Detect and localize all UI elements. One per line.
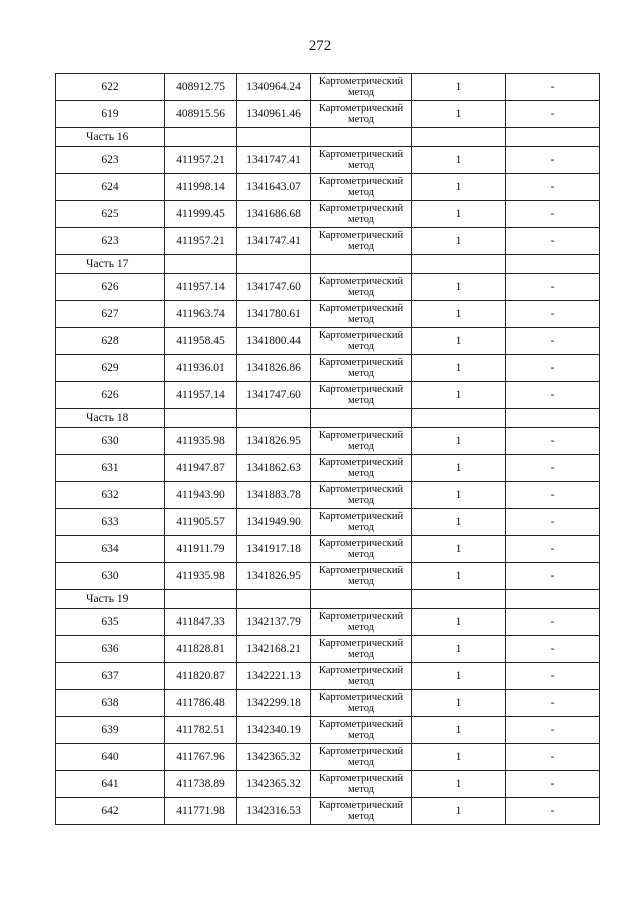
- note-cell: -: [506, 147, 600, 174]
- method-cell: [311, 147, 412, 174]
- part-label: Часть 18: [56, 409, 165, 428]
- table-row: [56, 328, 600, 355]
- y-coordinate-cell: 1342316.53: [237, 798, 311, 825]
- point-id-cell: 632: [56, 482, 165, 509]
- note-cell: -: [506, 509, 600, 536]
- note-cell: -: [506, 663, 600, 690]
- y-coordinate-cell: 1342365.32: [237, 744, 311, 771]
- table-row: [56, 201, 600, 228]
- x-coordinate-cell: 411820.87: [165, 663, 237, 690]
- method-text: метод: [347, 522, 375, 533]
- empty-cell: [311, 128, 412, 147]
- empty-cell: [237, 590, 311, 609]
- method-text: Картометрический: [318, 638, 404, 649]
- accuracy-cell: 1: [412, 509, 506, 536]
- x-coordinate-cell: 411943.90: [165, 482, 237, 509]
- method-text: Картометрический: [318, 719, 404, 730]
- y-coordinate-cell: 1341747.41: [237, 147, 311, 174]
- method-text: метод: [347, 757, 375, 768]
- accuracy-cell: 1: [412, 174, 506, 201]
- x-coordinate-cell: 411998.14: [165, 174, 237, 201]
- point-id-cell: 642: [56, 798, 165, 825]
- method-text: Картометрический: [318, 103, 404, 114]
- y-coordinate-cell: 1342168.21: [237, 636, 311, 663]
- point-id-cell: 623: [56, 147, 165, 174]
- note-cell: -: [506, 274, 600, 301]
- method-text: метод: [347, 703, 375, 714]
- method-cell: [311, 228, 412, 255]
- method-cell: [311, 609, 412, 636]
- point-id-cell: 630: [56, 563, 165, 590]
- x-coordinate-cell: 411738.89: [165, 771, 237, 798]
- table-row: [56, 609, 600, 636]
- method-cell: [311, 74, 412, 101]
- method-cell: [311, 744, 412, 771]
- point-id-cell: 626: [56, 274, 165, 301]
- part-label: Часть 17: [56, 255, 165, 274]
- part-header-row: [56, 255, 600, 274]
- part-header-row: [56, 128, 600, 147]
- method-text: метод: [347, 368, 375, 379]
- method-text: метод: [347, 730, 375, 741]
- note-cell: -: [506, 355, 600, 382]
- method-text: Картометрический: [318, 511, 404, 522]
- method-cell: [311, 563, 412, 590]
- accuracy-cell: 1: [412, 455, 506, 482]
- x-coordinate-cell: 408912.75: [165, 74, 237, 101]
- method-text: Картометрический: [318, 149, 404, 160]
- y-coordinate-cell: 1341883.78: [237, 482, 311, 509]
- point-id-cell: 637: [56, 663, 165, 690]
- part-header-row: [56, 590, 600, 609]
- method-text: Картометрический: [318, 665, 404, 676]
- accuracy-cell: 1: [412, 74, 506, 101]
- empty-cell: [165, 409, 237, 428]
- method-text: Картометрический: [318, 203, 404, 214]
- x-coordinate-cell: 411782.51: [165, 717, 237, 744]
- method-text: Картометрический: [318, 538, 404, 549]
- accuracy-cell: 1: [412, 690, 506, 717]
- note-cell: -: [506, 717, 600, 744]
- table-row: [56, 228, 600, 255]
- accuracy-cell: 1: [412, 536, 506, 563]
- table-row: [56, 147, 600, 174]
- y-coordinate-cell: 1340964.24: [237, 74, 311, 101]
- y-coordinate-cell: 1341917.18: [237, 536, 311, 563]
- method-text: Картометрический: [318, 303, 404, 314]
- x-coordinate-cell: 411847.33: [165, 609, 237, 636]
- method-text: Картометрический: [318, 230, 404, 241]
- note-cell: -: [506, 482, 600, 509]
- x-coordinate-cell: 411936.01: [165, 355, 237, 382]
- accuracy-cell: 1: [412, 563, 506, 590]
- method-text: метод: [347, 811, 375, 822]
- point-id-cell: 624: [56, 174, 165, 201]
- part-header-row: [56, 409, 600, 428]
- method-cell: [311, 382, 412, 409]
- table-row: [56, 663, 600, 690]
- method-text: Картометрический: [318, 176, 404, 187]
- empty-cell: [311, 590, 412, 609]
- table-row: [56, 690, 600, 717]
- point-id-cell: 640: [56, 744, 165, 771]
- y-coordinate-cell: 1341800.44: [237, 328, 311, 355]
- empty-cell: [506, 128, 600, 147]
- accuracy-cell: 1: [412, 101, 506, 128]
- point-id-cell: 631: [56, 455, 165, 482]
- accuracy-cell: 1: [412, 355, 506, 382]
- empty-cell: [506, 590, 600, 609]
- point-id-cell: 633: [56, 509, 165, 536]
- method-cell: [311, 536, 412, 563]
- point-id-cell: 638: [56, 690, 165, 717]
- y-coordinate-cell: 1340961.46: [237, 101, 311, 128]
- accuracy-cell: 1: [412, 382, 506, 409]
- accuracy-cell: 1: [412, 274, 506, 301]
- point-id-cell: 619: [56, 101, 165, 128]
- x-coordinate-cell: 408915.56: [165, 101, 237, 128]
- method-text: Картометрический: [318, 357, 404, 368]
- accuracy-cell: 1: [412, 771, 506, 798]
- y-coordinate-cell: 1341862.63: [237, 455, 311, 482]
- note-cell: -: [506, 328, 600, 355]
- table-row: [56, 382, 600, 409]
- method-text: метод: [347, 160, 375, 171]
- method-cell: [311, 690, 412, 717]
- point-id-cell: 641: [56, 771, 165, 798]
- accuracy-cell: 1: [412, 798, 506, 825]
- note-cell: -: [506, 798, 600, 825]
- part-label: Часть 16: [56, 128, 165, 147]
- method-cell: [311, 663, 412, 690]
- table-row: [56, 174, 600, 201]
- x-coordinate-cell: 411963.74: [165, 301, 237, 328]
- method-cell: [311, 771, 412, 798]
- method-text: метод: [347, 495, 375, 506]
- accuracy-cell: 1: [412, 744, 506, 771]
- x-coordinate-cell: 411958.45: [165, 328, 237, 355]
- y-coordinate-cell: 1341686.68: [237, 201, 311, 228]
- accuracy-cell: 1: [412, 482, 506, 509]
- method-text: метод: [347, 784, 375, 795]
- accuracy-cell: 1: [412, 301, 506, 328]
- empty-cell: [165, 128, 237, 147]
- point-id-cell: 629: [56, 355, 165, 382]
- empty-cell: [165, 255, 237, 274]
- empty-cell: [412, 128, 506, 147]
- x-coordinate-cell: 411999.45: [165, 201, 237, 228]
- x-coordinate-cell: 411771.98: [165, 798, 237, 825]
- method-text: Картометрический: [318, 565, 404, 576]
- method-text: метод: [347, 87, 375, 98]
- coordinates-table-body: [56, 74, 600, 825]
- table-row: [56, 482, 600, 509]
- method-cell: [311, 798, 412, 825]
- point-id-cell: 628: [56, 328, 165, 355]
- y-coordinate-cell: 1342365.32: [237, 771, 311, 798]
- method-text: метод: [347, 649, 375, 660]
- empty-cell: [506, 409, 600, 428]
- empty-cell: [412, 409, 506, 428]
- method-text: метод: [347, 468, 375, 479]
- table-row: [56, 301, 600, 328]
- note-cell: -: [506, 609, 600, 636]
- method-cell: [311, 274, 412, 301]
- y-coordinate-cell: 1341747.60: [237, 274, 311, 301]
- method-text: метод: [347, 214, 375, 225]
- x-coordinate-cell: 411905.57: [165, 509, 237, 536]
- table-row: [56, 355, 600, 382]
- note-cell: -: [506, 636, 600, 663]
- note-cell: -: [506, 174, 600, 201]
- accuracy-cell: 1: [412, 717, 506, 744]
- x-coordinate-cell: 411957.14: [165, 382, 237, 409]
- accuracy-cell: 1: [412, 328, 506, 355]
- accuracy-cell: 1: [412, 428, 506, 455]
- x-coordinate-cell: 411957.21: [165, 228, 237, 255]
- note-cell: -: [506, 74, 600, 101]
- page-number: 272: [308, 38, 332, 54]
- table-row: [56, 428, 600, 455]
- method-cell: [311, 328, 412, 355]
- method-text: метод: [347, 576, 375, 587]
- point-id-cell: 635: [56, 609, 165, 636]
- point-id-cell: 623: [56, 228, 165, 255]
- method-cell: [311, 455, 412, 482]
- method-text: метод: [347, 241, 375, 252]
- method-text: метод: [347, 395, 375, 406]
- note-cell: -: [506, 382, 600, 409]
- empty-cell: [311, 409, 412, 428]
- method-cell: [311, 174, 412, 201]
- table-row: [56, 563, 600, 590]
- y-coordinate-cell: 1341949.90: [237, 509, 311, 536]
- accuracy-cell: 1: [412, 201, 506, 228]
- table-row: [56, 744, 600, 771]
- note-cell: -: [506, 563, 600, 590]
- y-coordinate-cell: 1341780.61: [237, 301, 311, 328]
- note-cell: -: [506, 455, 600, 482]
- y-coordinate-cell: 1341643.07: [237, 174, 311, 201]
- point-id-cell: 622: [56, 74, 165, 101]
- x-coordinate-cell: 411911.79: [165, 536, 237, 563]
- y-coordinate-cell: 1342299.18: [237, 690, 311, 717]
- accuracy-cell: 1: [412, 147, 506, 174]
- x-coordinate-cell: 411957.21: [165, 147, 237, 174]
- point-id-cell: 639: [56, 717, 165, 744]
- method-cell: [311, 482, 412, 509]
- table-row: [56, 771, 600, 798]
- method-text: метод: [347, 287, 375, 298]
- point-id-cell: 636: [56, 636, 165, 663]
- table-row: [56, 798, 600, 825]
- method-text: метод: [347, 341, 375, 352]
- y-coordinate-cell: 1341747.41: [237, 228, 311, 255]
- method-text: Картометрический: [318, 330, 404, 341]
- note-cell: -: [506, 428, 600, 455]
- method-cell: [311, 636, 412, 663]
- note-cell: -: [506, 101, 600, 128]
- table-row: [56, 274, 600, 301]
- method-text: Картометрический: [318, 457, 404, 468]
- point-id-cell: 626: [56, 382, 165, 409]
- table-row: [56, 536, 600, 563]
- method-cell: [311, 101, 412, 128]
- method-text: Картометрический: [318, 384, 404, 395]
- method-text: Картометрический: [318, 430, 404, 441]
- method-text: Картометрический: [318, 76, 404, 87]
- method-cell: [311, 717, 412, 744]
- note-cell: -: [506, 301, 600, 328]
- method-text: метод: [347, 622, 375, 633]
- accuracy-cell: 1: [412, 663, 506, 690]
- method-text: Картометрический: [318, 746, 404, 757]
- table-row: [56, 74, 600, 101]
- empty-cell: [237, 128, 311, 147]
- method-cell: [311, 355, 412, 382]
- table-row: [56, 101, 600, 128]
- x-coordinate-cell: 411935.98: [165, 428, 237, 455]
- table-row: [56, 509, 600, 536]
- x-coordinate-cell: 411828.81: [165, 636, 237, 663]
- x-coordinate-cell: 411957.14: [165, 274, 237, 301]
- method-text: метод: [347, 549, 375, 560]
- method-text: метод: [347, 314, 375, 325]
- y-coordinate-cell: 1342221.13: [237, 663, 311, 690]
- empty-cell: [412, 590, 506, 609]
- note-cell: -: [506, 690, 600, 717]
- method-text: Картометрический: [318, 800, 404, 811]
- x-coordinate-cell: 411767.96: [165, 744, 237, 771]
- point-id-cell: 630: [56, 428, 165, 455]
- method-text: метод: [347, 187, 375, 198]
- point-id-cell: 627: [56, 301, 165, 328]
- empty-cell: [311, 255, 412, 274]
- accuracy-cell: 1: [412, 609, 506, 636]
- note-cell: -: [506, 771, 600, 798]
- method-text: Картометрический: [318, 773, 404, 784]
- y-coordinate-cell: 1342137.79: [237, 609, 311, 636]
- accuracy-cell: 1: [412, 228, 506, 255]
- method-text: Картометрический: [318, 692, 404, 703]
- coordinates-table: [55, 73, 600, 825]
- accuracy-cell: 1: [412, 636, 506, 663]
- part-label: Часть 19: [56, 590, 165, 609]
- method-text: Картометрический: [318, 611, 404, 622]
- empty-cell: [412, 255, 506, 274]
- x-coordinate-cell: 411935.98: [165, 563, 237, 590]
- y-coordinate-cell: 1341747.60: [237, 382, 311, 409]
- y-coordinate-cell: 1342340.19: [237, 717, 311, 744]
- method-text: Картометрический: [318, 484, 404, 495]
- table-row: [56, 717, 600, 744]
- method-cell: [311, 509, 412, 536]
- point-id-cell: 625: [56, 201, 165, 228]
- empty-cell: [165, 590, 237, 609]
- point-id-cell: 634: [56, 536, 165, 563]
- note-cell: -: [506, 201, 600, 228]
- method-text: метод: [347, 676, 375, 687]
- empty-cell: [506, 255, 600, 274]
- method-cell: [311, 201, 412, 228]
- table-row: [56, 636, 600, 663]
- y-coordinate-cell: 1341826.95: [237, 428, 311, 455]
- method-text: метод: [347, 441, 375, 452]
- note-cell: -: [506, 744, 600, 771]
- method-text: метод: [347, 114, 375, 125]
- method-cell: [311, 301, 412, 328]
- empty-cell: [237, 255, 311, 274]
- empty-cell: [237, 409, 311, 428]
- method-text: Картометрический: [318, 276, 404, 287]
- table-row: [56, 455, 600, 482]
- method-cell: [311, 428, 412, 455]
- y-coordinate-cell: 1341826.86: [237, 355, 311, 382]
- y-coordinate-cell: 1341826.95: [237, 563, 311, 590]
- note-cell: -: [506, 536, 600, 563]
- x-coordinate-cell: 411947.87: [165, 455, 237, 482]
- x-coordinate-cell: 411786.48: [165, 690, 237, 717]
- note-cell: -: [506, 228, 600, 255]
